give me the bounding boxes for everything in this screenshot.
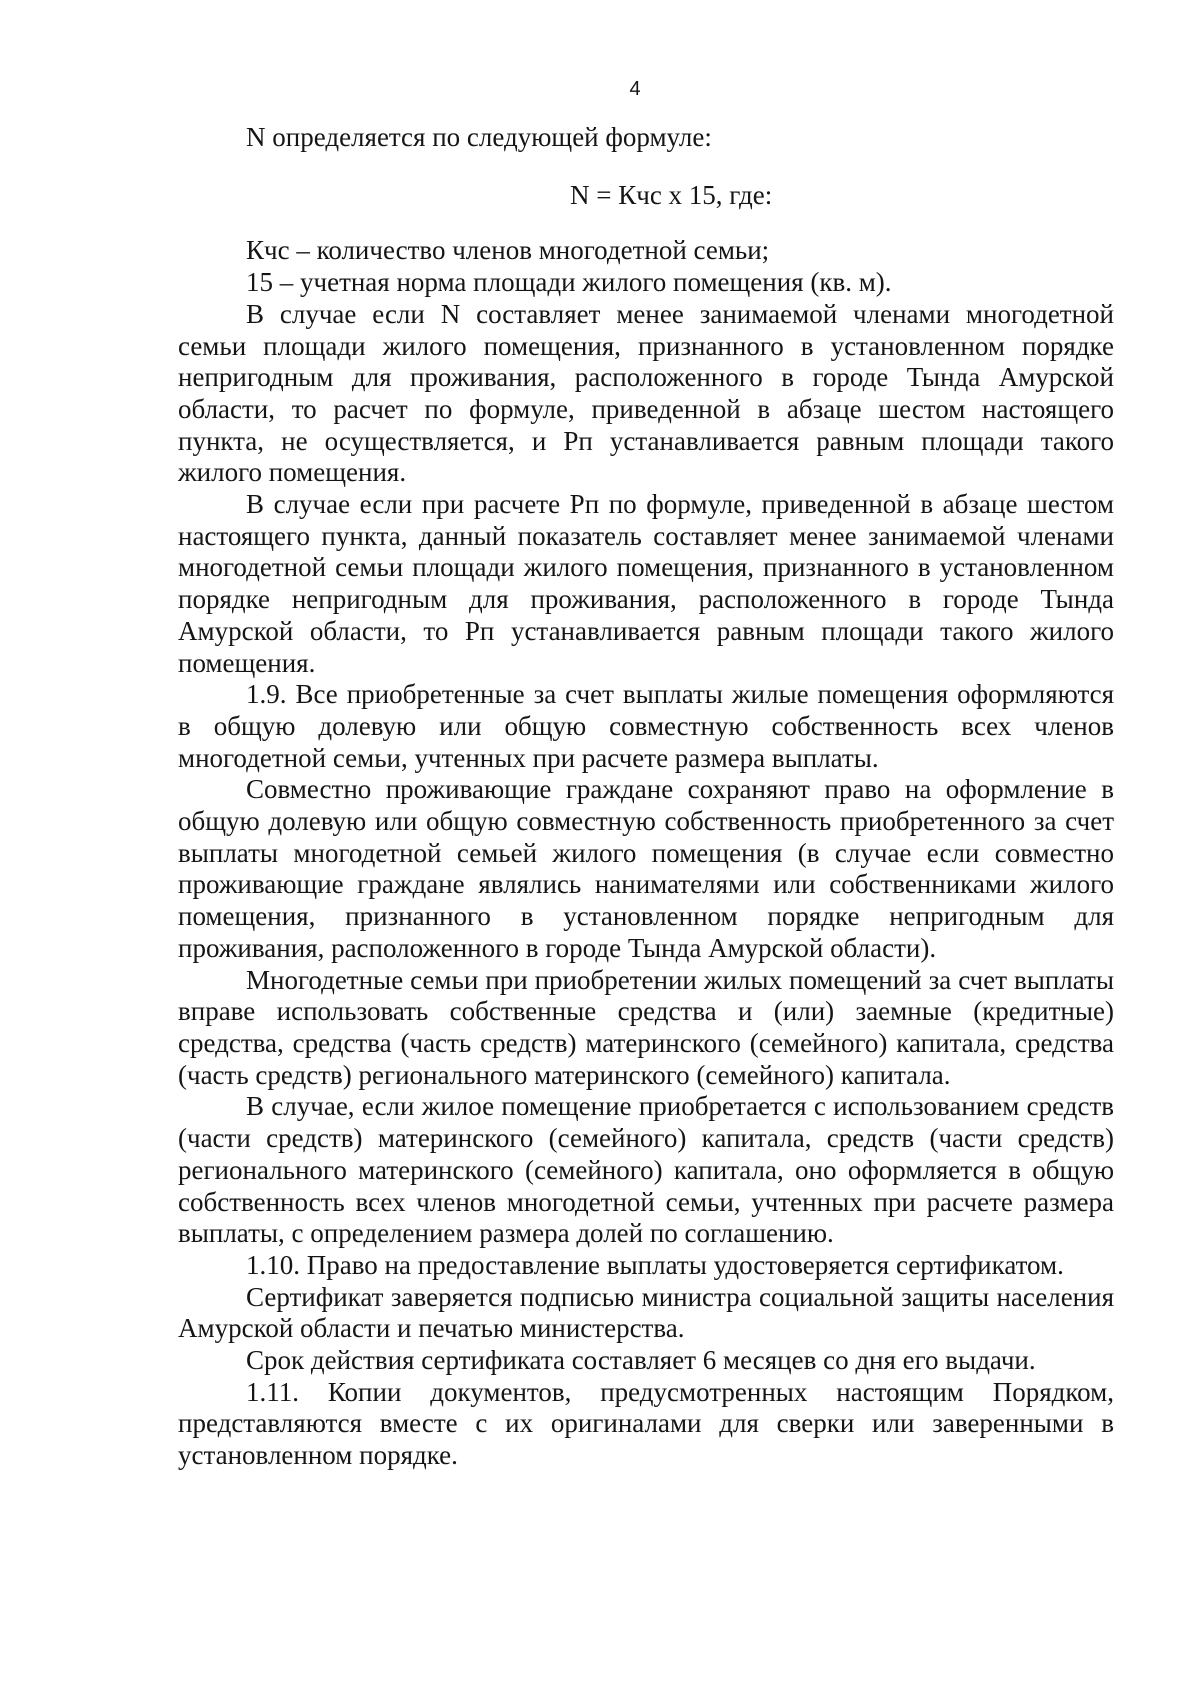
paragraph-cohabitants-rights: Совместно проживающие граждане сохраняют право на оформление в общую долевую или общую совместную собственность приобретенного за счет выплаты многодетной семьей жилого помещения (в случае если совместно проживающие граждане являлись нанимателями или собственниками жилого помещения, признанного в установленном порядке непригодным для проживания, расположенного в городе Тында Амурской области).	[178, 774, 1114, 963]
paragraph-kchs-definition: Кчс – количество членов многодетной семьи;	[246, 235, 770, 266]
paragraph-maternal-capital: В случае, если жилое помещение приобретается с использованием средств (части средств) материнского (семейного) капитала, средств (части средств) регионального материнского (семейного) капитала, оно оформляется в общую собственность всех членов многодетной семьи, учтенных при расчете размера выплаты, с определением размера долей по соглашению.	[178, 1091, 1114, 1249]
paragraph-n-less-case: В случае если N составляет менее занимаемой членами многодетной семьи площади жилого помещения, признанного в установленном порядке непригодным для проживания, расположенного в городе Тында Амурской области, то расчет по формуле, приведенной в абзаце шестом настоящего пункта, не осуществляется, и Рп устанавливается равным площади такого жилого помещения.	[178, 298, 1114, 488]
paragraph-certificate-validity: Срок действия сертификата составляет 6 месяцев со дня его выдачи.	[246, 1345, 1036, 1376]
page-number: 4	[629, 78, 641, 100]
paragraph-1-9: 1.9. Все приобретенные за счет выплаты жилые помещения оформляются в общую долевую или общую совместную собственность всех членов многодетной семьи, учтенных при расчете размера выплаты.	[178, 679, 1114, 773]
paragraph-rp-less-case: В случае если при расчете Рп по формуле, приведенной в абзаце шестом настоящего пункта, данный показатель составляет менее занимаемой членами многодетной семьи площади жилого помещения, признанного в установленном порядке непригодным для проживания, расположенного в городе Тында Амурской области, то Рп устанавливается равным площади такого жилого помещения.	[178, 489, 1114, 678]
paragraph-1-10: 1.10. Право на предоставление выплаты удостоверяется сертификатом.	[246, 1249, 1064, 1280]
paragraph-norm-definition: 15 – учетная норма площади жилого помещения (кв. м).	[246, 267, 892, 298]
paragraph-formula-intro: N определяется по следующей формуле:	[246, 122, 712, 152]
paragraph-certificate-signature: Сертификат заверяется подписью министра социальной защиты населения Амурской области и печатью министерства.	[178, 1281, 1114, 1344]
formula: N = Кчс x 15, где:	[570, 179, 773, 210]
paragraph-1-11: 1.11. Копии документов, предусмотренных настоящим Порядком, представляются вместе с их оригиналами для сверки или заверенными в установленном порядке.	[178, 1376, 1114, 1471]
paragraph-own-funds: Многодетные семьи при приобретении жилых помещений за счет выплаты вправе использовать собственные средства и (или) заемные (кредитные) средства, средства (часть средств) материнского (семейного) капитала, средства (часть средств) регионального материнского (семейного) капитала.	[178, 964, 1114, 1090]
document-body	[178, 122, 1114, 1472]
